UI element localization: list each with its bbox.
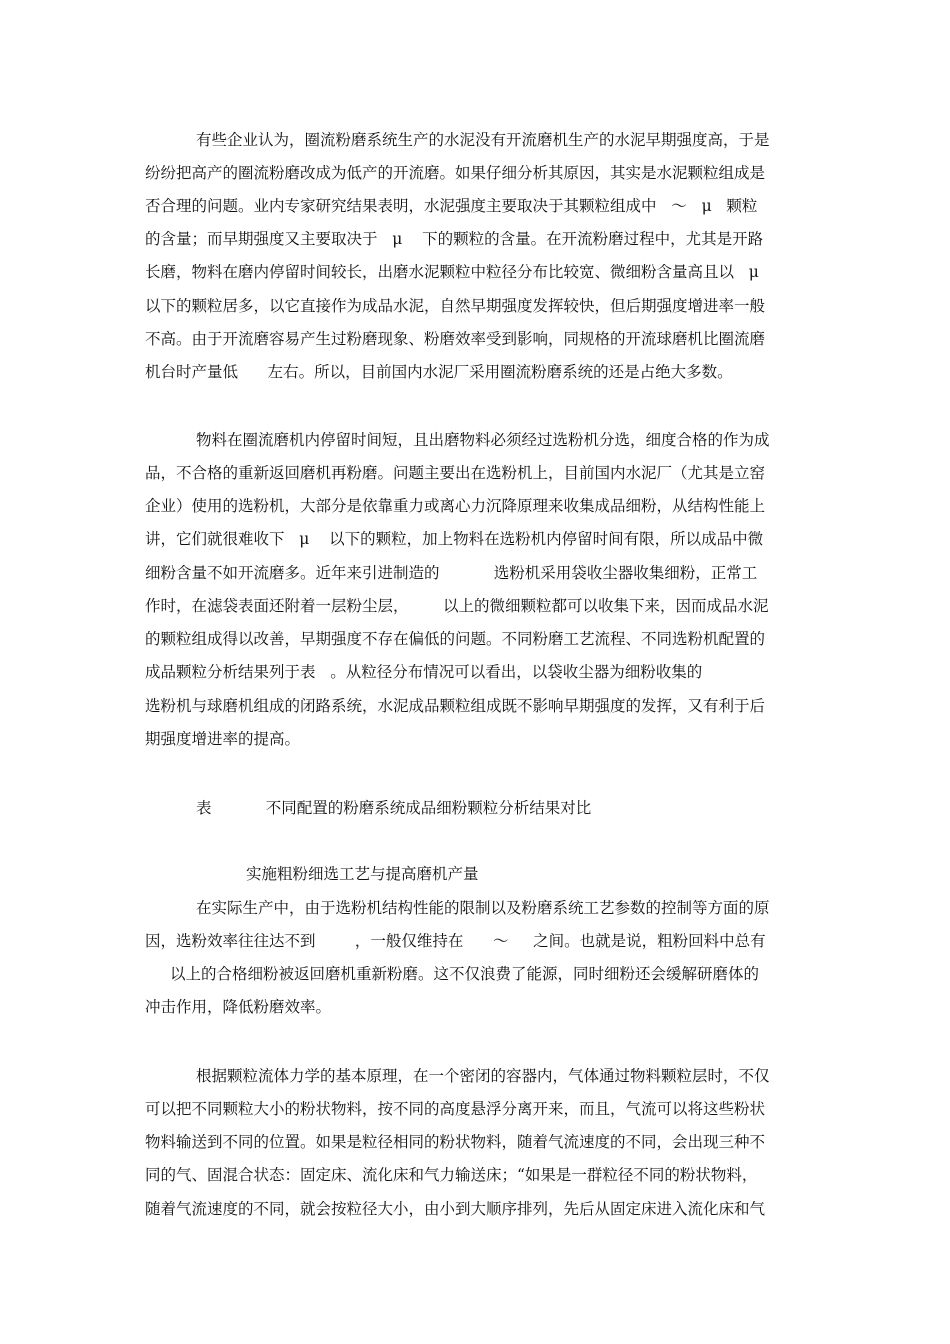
p4-line4: 同的气、固混合状态：固定床、流化床和气力输送床；“如果是一群粒径不同的粉状物料， — [145, 1166, 758, 1184]
p2-line7: 的颗粒组成得以改善，早期强度不存在偏低的问题。不同粉磨工艺流程、不同选粉机配置的 — [145, 630, 766, 648]
p4-line5: 随着气流速度的不同，就会按粒径大小，由小到大顺序排列，先后从固定床进入流化床和气 — [145, 1200, 766, 1218]
p1-line2: 纷纷把高产的圈流粉磨改成为低产的开流磨。如果仔细分析其原因，其实是水泥颗粒组成是 — [145, 164, 766, 182]
p2-line4: 讲，它们就很难收下 μ 以下的颗粒，加上物料在选粉机内停留时间有限，所以成品中微 — [145, 530, 764, 548]
p2-line9: 选粉机与球磨机组成的闭路系统，水泥成品颗粒组成既不影响早期强度的发挥，又有利于后 — [145, 697, 766, 715]
p3-line4: 冲击作用，降低粉磨效率。 — [145, 998, 332, 1016]
p2-line8: 成品颗粒分析结果列于表 。从粒径分布情况可以看出，以袋收尘器为细粉收集的 — [145, 663, 703, 681]
p2-line10: 期强度增进率的提高。 — [145, 730, 301, 748]
p4-line1: 根据颗粒流体力学的基本原理，在一个密闭的容器内，气体通过物料颗粒层时，不仅 — [196, 1067, 770, 1085]
p2-line5: 细粉含量不如开流磨多。近年来引进制造的 选粉机采用袋收尘器收集细粉，正常工 — [145, 564, 758, 582]
p2-line2: 品，不合格的重新返回磨机再粉磨。问题主要出在选粉机上，目前国内水泥厂（尤其是立窑 — [145, 464, 766, 482]
p1-line7: 不高。由于开流磨容易产生过粉磨现象、粉磨效率受到影响，同规格的开流球磨机比圈流磨 — [145, 330, 766, 348]
p2-line1: 物料在圈流磨机内停留时间短，且出磨物料必须经过选粉机分选，细度合格的作为成 — [196, 431, 770, 449]
p1-line5: 长磨，物料在磨内停留时间较长，出磨水泥颗粒中粒径分布比较宽、微细粉含量高且以 μ — [145, 263, 759, 281]
p2-line3: 企业）使用的选粉机，大部分是依靠重力或离心力沉降原理来收集成品细粉，从结构性能上 — [145, 497, 766, 515]
section-heading: 实施粗粉细选工艺与提高磨机产量 — [246, 865, 479, 883]
p1-line8: 机台时产量低 左右。所以，目前国内水泥厂采用圈流粉磨系统的还是占绝大多数。 — [145, 363, 733, 381]
p1-line4: 的含量；而早期强度又主要取决于 μ 下的颗粒的含量。在开流粉磨过程中，尤其是开路 — [145, 230, 764, 248]
p4-line2: 可以把不同颗粒大小的粉状物料，按不同的高度悬浮分离开来，而且，气流可以将这些粉状 — [145, 1100, 766, 1118]
p3-line3: 以上的合格细粉被返回磨机重新粉磨。这不仅浪费了能源，同时细粉还会缓解研磨体的 — [170, 965, 760, 983]
p3-line1: 在实际生产中，由于选粉机结构性能的限制以及粉磨系统工艺参数的控制等方面的原 — [196, 899, 770, 917]
p1-line1: 有些企业认为，圈流粉磨系统生产的水泥没有开流磨机生产的水泥早期强度高，于是 — [196, 131, 770, 149]
p2-line6: 作时，在滤袋表面还附着一层粉尘层， 以上的微细颗粒都可以收集下来，因而成品水泥 — [145, 597, 769, 615]
table-caption: 表 不同配置的粉磨系统成品细粉颗粒分析结果对比 — [196, 799, 592, 817]
p1-line6: 以下的颗粒居多，以它直接作为成品水泥，自然早期强度发挥较快，但后期强度增进率一般 — [145, 297, 766, 315]
p1-line3: 否合理的问题。业内专家研究结果表明，水泥强度主要取决于其颗粒组成中 ～ μ 颗粒 — [145, 197, 758, 215]
p3-line2: 因，选粉效率往往达不到 ，一般仅维持在 ～ 之间。也就是说，粗粉回料中总有 — [145, 932, 766, 950]
p4-line3: 物料输送到不同的位置。如果是粒径相同的粉状物料，随着气流速度的不同，会出现三种不 — [145, 1133, 766, 1151]
